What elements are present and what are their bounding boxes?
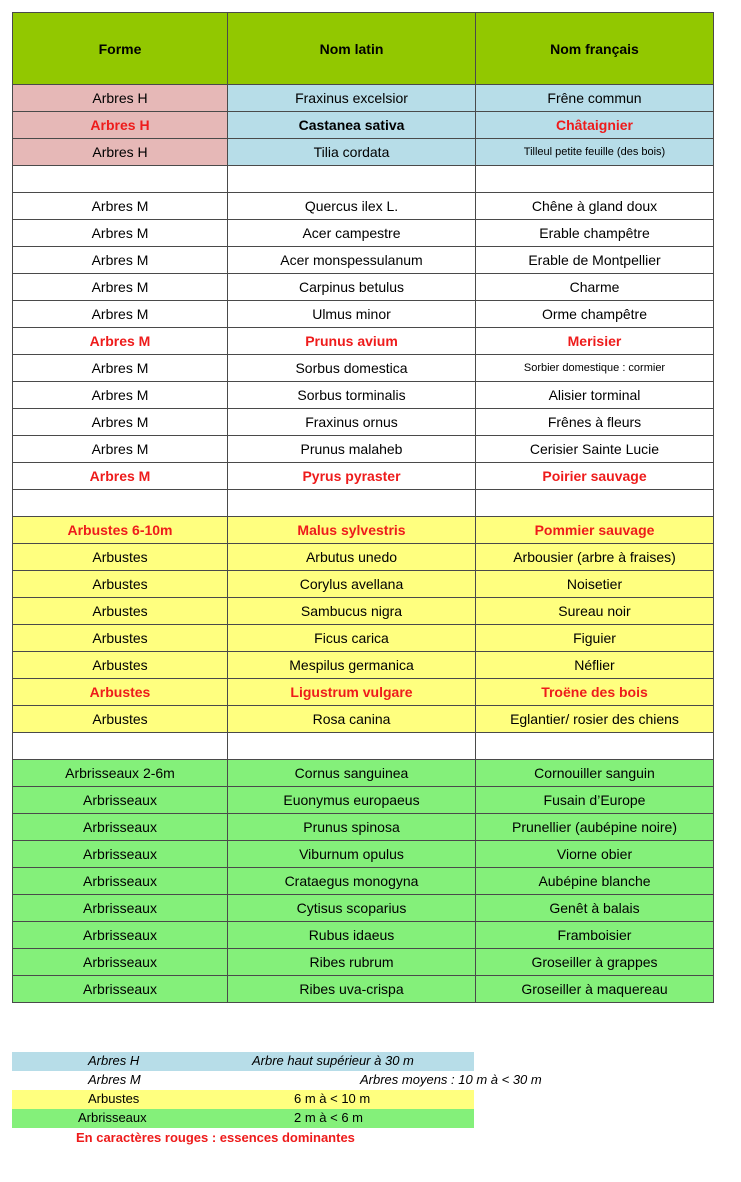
cell-nom-latin: Fraxinus ornus [228,409,476,436]
cell-nom-francais: Prunellier (aubépine noire) [476,814,714,841]
cell-forme: Arbres H [13,139,228,166]
cell-forme: Arbres M [13,193,228,220]
legend-dominant-note: En caractères rouges : essences dominantes [76,1130,355,1145]
cell-nom-francais: Poirier sauvage [476,463,714,490]
table-row [13,706,714,733]
cell-forme: Arbrisseaux [13,787,228,814]
cell-nom-francais: Charme [476,274,714,301]
cell-nom-francais: Viorne obier [476,841,714,868]
cell-nom-latin: Ligustrum vulgare [228,679,476,706]
table-row [13,409,714,436]
cell-forme: Arbrisseaux [13,868,228,895]
table-row [13,139,714,166]
cell-nom-latin [228,166,476,193]
legend-label-arbres-h: Arbres H [88,1053,140,1068]
cell-nom-francais [476,733,714,760]
cell-nom-latin: Ulmus minor [228,301,476,328]
cell-nom-latin: Castanea sativa [228,112,476,139]
cell-forme: Arbres M [13,382,228,409]
cell-nom-francais: Pommier sauvage [476,517,714,544]
cell-nom-francais: Alisier torminal [476,382,714,409]
header-forme: Forme [13,13,228,85]
cell-forme: Arbres M [13,328,228,355]
cell-forme: Arbrisseaux [13,814,228,841]
table-row [13,436,714,463]
cell-nom-francais: Noisetier [476,571,714,598]
cell-forme: Arbrisseaux [13,895,228,922]
cell-nom-latin: Cornus sanguinea [228,760,476,787]
table-row [13,625,714,652]
table-row [13,355,714,382]
cell-forme: Arbres H [13,112,228,139]
table-row [13,760,714,787]
legend-row-arbres-h [12,1052,582,1071]
cell-nom-francais: Frênes à fleurs [476,409,714,436]
table-row [13,274,714,301]
cell-forme: Arbrisseaux [13,922,228,949]
legend-row-arbres-m [12,1071,582,1090]
table-row [13,733,714,760]
table-row [13,220,714,247]
table-row [13,814,714,841]
cell-nom-latin: Tilia cordata [228,139,476,166]
table-row [13,841,714,868]
cell-nom-latin: Rubus idaeus [228,922,476,949]
cell-nom-francais: Châtaignier [476,112,714,139]
cell-nom-latin [228,733,476,760]
species-table [12,12,714,1003]
cell-nom-latin: Malus sylvestris [228,517,476,544]
table-row [13,166,714,193]
cell-nom-francais: Erable champêtre [476,220,714,247]
cell-nom-latin [228,490,476,517]
cell-nom-latin: Crataegus monogyna [228,868,476,895]
cell-forme [13,166,228,193]
cell-forme: Arbrisseaux [13,976,228,1003]
table-row [13,193,714,220]
legend-desc-arbrisseaux: 2 m à < 6 m [294,1110,363,1125]
cell-nom-latin: Fraxinus excelsior [228,85,476,112]
cell-nom-francais [476,166,714,193]
cell-nom-francais: Figuier [476,625,714,652]
cell-nom-francais: Tilleul petite feuille (des bois) [476,139,714,166]
table-row [13,949,714,976]
cell-forme: Arbustes [13,706,228,733]
table-row [13,382,714,409]
cell-forme: Arbustes [13,652,228,679]
table-row [13,652,714,679]
cell-nom-latin: Acer campestre [228,220,476,247]
legend-label-arbustes: Arbustes [88,1091,140,1106]
table-row [13,544,714,571]
cell-forme: Arbres M [13,274,228,301]
cell-nom-francais: Erable de Montpellier [476,247,714,274]
cell-nom-francais: Frêne commun [476,85,714,112]
cell-forme: Arbrisseaux 2-6m [13,760,228,787]
cell-nom-francais: Sureau noir [476,598,714,625]
table-row [13,490,714,517]
cell-nom-francais: Eglantier/ rosier des chiens [476,706,714,733]
cell-forme: Arbres M [13,409,228,436]
cell-forme: Arbres M [13,220,228,247]
cell-nom-francais: Aubépine blanche [476,868,714,895]
cell-nom-latin: Sorbus domestica [228,355,476,382]
table-row [13,517,714,544]
cell-nom-francais: Framboisier [476,922,714,949]
cell-nom-francais: Groseiller à grappes [476,949,714,976]
cell-nom-latin: Corylus avellana [228,571,476,598]
table-row [13,85,714,112]
cell-nom-francais: Arbousier (arbre à fraises) [476,544,714,571]
cell-nom-latin: Cytisus scoparius [228,895,476,922]
cell-nom-latin: Euonymus europaeus [228,787,476,814]
cell-forme: Arbustes [13,679,228,706]
cell-nom-latin: Arbutus unedo [228,544,476,571]
cell-nom-francais: Sorbier domestique : cormier [476,355,714,382]
cell-forme: Arbustes [13,571,228,598]
legend [12,1052,582,1148]
cell-forme: Arbres H [13,85,228,112]
cell-nom-latin: Ribes uva-crispa [228,976,476,1003]
cell-nom-latin: Sorbus torminalis [228,382,476,409]
table-row [13,895,714,922]
cell-nom-francais: Cornouiller sanguin [476,760,714,787]
table-row [13,679,714,706]
cell-nom-latin: Pyrus pyraster [228,463,476,490]
legend-label-arbres-m: Arbres M [88,1072,141,1087]
legend-desc-arbustes: 6 m à < 10 m [294,1091,371,1106]
header-nom-francais: Nom français [476,13,714,85]
cell-forme: Arbres M [13,247,228,274]
legend-desc-arbres-m: Arbres moyens : 10 m à < 30 m [360,1072,542,1087]
table-header-row [13,13,714,85]
cell-forme: Arbres M [13,355,228,382]
cell-nom-latin: Viburnum opulus [228,841,476,868]
table-row [13,787,714,814]
cell-nom-latin: Mespilus germanica [228,652,476,679]
cell-nom-latin: Acer monspessulanum [228,247,476,274]
cell-nom-francais: Merisier [476,328,714,355]
table-row [13,976,714,1003]
cell-nom-latin: Ficus carica [228,625,476,652]
table-row [13,922,714,949]
cell-forme: Arbustes [13,544,228,571]
cell-nom-francais: Groseiller à maquereau [476,976,714,1003]
cell-forme: Arbres M [13,436,228,463]
legend-desc-arbres-h: Arbre haut supérieur à 30 m [252,1053,414,1068]
cell-forme [13,490,228,517]
cell-forme: Arbustes [13,625,228,652]
cell-forme: Arbrisseaux [13,841,228,868]
cell-nom-francais: Fusain d’Europe [476,787,714,814]
table-body [13,85,714,1003]
legend-row-arbustes [12,1090,582,1109]
table-row [13,463,714,490]
legend-row-arbrisseaux [12,1109,582,1128]
cell-nom-latin: Prunus malaheb [228,436,476,463]
header-nom-latin: Nom latin [228,13,476,85]
cell-nom-latin: Carpinus betulus [228,274,476,301]
cell-forme: Arbustes [13,598,228,625]
table-row [13,868,714,895]
cell-nom-latin: Prunus spinosa [228,814,476,841]
cell-nom-latin: Sambucus nigra [228,598,476,625]
table-row [13,598,714,625]
cell-nom-francais: Troëne des bois [476,679,714,706]
cell-nom-latin: Prunus avium [228,328,476,355]
cell-nom-francais: Genêt à balais [476,895,714,922]
cell-nom-latin: Ribes rubrum [228,949,476,976]
table-row [13,247,714,274]
cell-nom-francais: Orme champêtre [476,301,714,328]
table-row [13,301,714,328]
cell-nom-francais: Chêne à gland doux [476,193,714,220]
cell-forme: Arbres M [13,463,228,490]
cell-forme: Arbustes 6-10m [13,517,228,544]
cell-forme: Arbres M [13,301,228,328]
cell-nom-francais [476,490,714,517]
cell-forme [13,733,228,760]
cell-forme: Arbrisseaux [13,949,228,976]
table-row [13,328,714,355]
cell-nom-latin: Quercus ilex L. [228,193,476,220]
cell-nom-francais: Néflier [476,652,714,679]
cell-nom-francais: Cerisier Sainte Lucie [476,436,714,463]
legend-label-arbrisseaux: Arbrisseaux [78,1110,147,1125]
table-row [13,571,714,598]
cell-nom-latin: Rosa canina [228,706,476,733]
table-row [13,112,714,139]
